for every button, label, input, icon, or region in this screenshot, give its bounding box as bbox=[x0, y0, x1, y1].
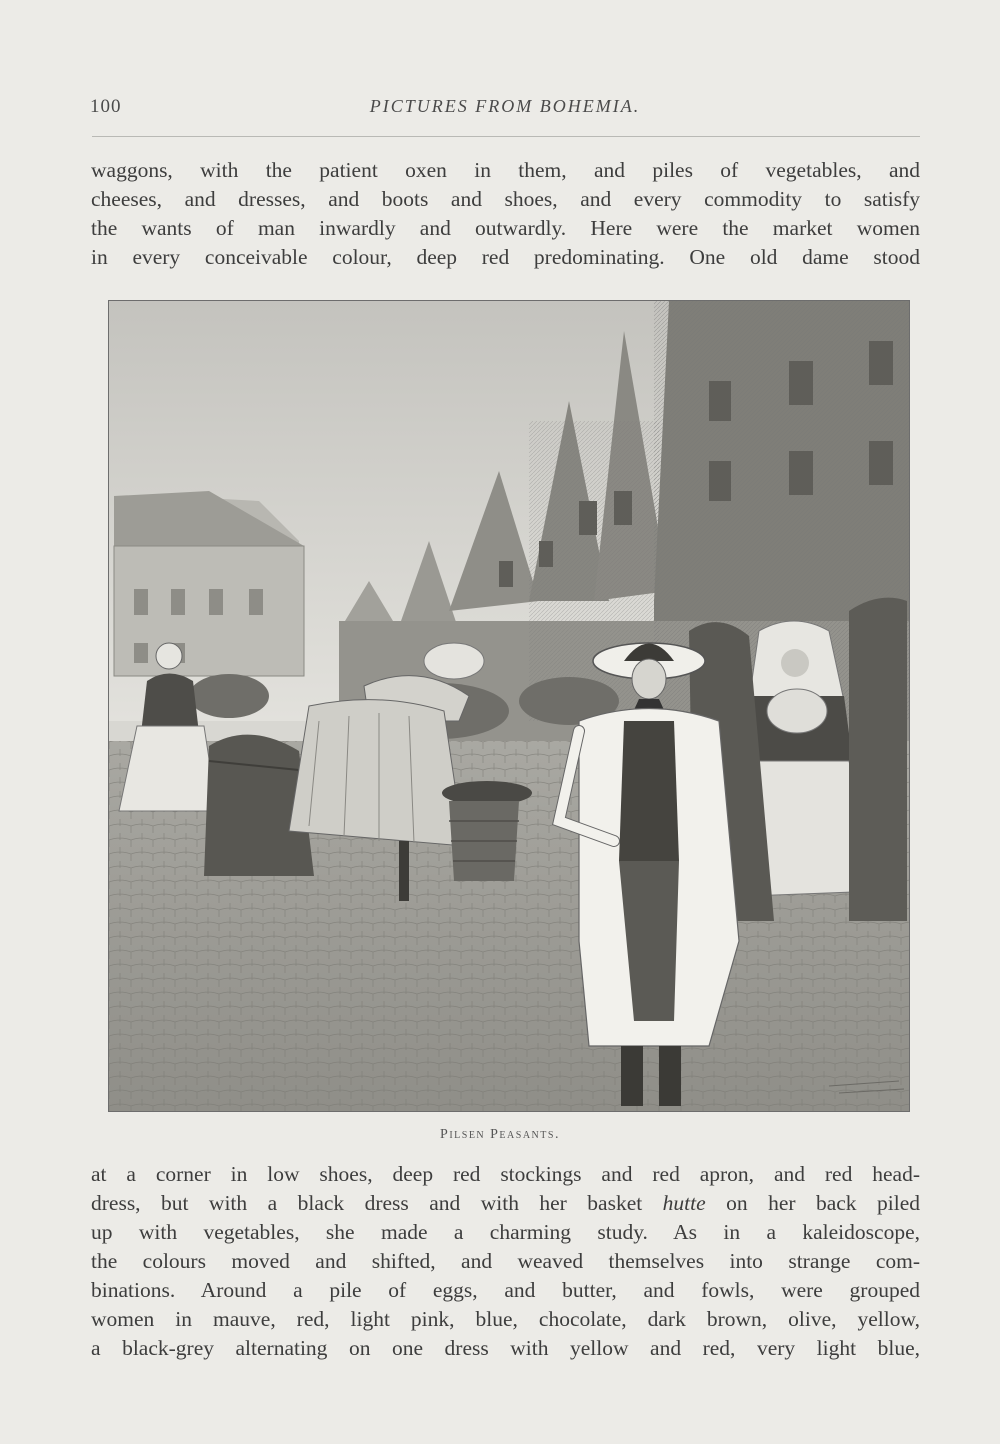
text-line: cheeses, and dresses, and boots and shoes, and every commodity to satisfy bbox=[91, 187, 920, 211]
page-number: 100 bbox=[90, 96, 122, 117]
body-text-bottom bbox=[91, 1160, 920, 1363]
text-line: at a corner in low shoes, deep red stockings and red apron, and red head- bbox=[91, 1162, 920, 1186]
text-line: up with vegetables, she made a charming study. As in a kaleidoscope, bbox=[91, 1220, 920, 1244]
text-fragment: on her back piled bbox=[705, 1191, 920, 1215]
engraving-image bbox=[109, 301, 909, 1111]
page-header bbox=[90, 96, 920, 126]
text-line bbox=[91, 1189, 920, 1218]
running-head: PICTURES FROM BOHEMIA. bbox=[369, 96, 641, 116]
body-text-top bbox=[91, 156, 920, 272]
text-line: women in mauve, red, light pink, blue, chocolate, dark brown, olive, yellow, bbox=[91, 1307, 920, 1331]
text-line: a black-grey alternating on one dress with yellow and red, very light blue, bbox=[91, 1336, 920, 1360]
text-line: the colours moved and shifted, and weaved themselves into strange com- bbox=[91, 1249, 920, 1273]
illustration-caption: Pilsen Peasants. bbox=[440, 1127, 560, 1142]
italic-word: hutte bbox=[662, 1191, 706, 1215]
text-line: the wants of man inwardly and outwardly. Here were the market women bbox=[91, 216, 920, 240]
text-line: binations. Around a pile of eggs, and butter, and fowls, were grouped bbox=[91, 1278, 920, 1302]
text-line: waggons, with the patient oxen in them, and piles of vegetables, and bbox=[91, 158, 920, 182]
text-line: in every conceivable colour, deep red predominating. One old dame stood bbox=[91, 245, 920, 269]
text-fragment: dress, but with a black dress and with her basket bbox=[91, 1191, 663, 1215]
header-rule bbox=[92, 136, 920, 137]
market-scene-illustration bbox=[108, 300, 910, 1112]
